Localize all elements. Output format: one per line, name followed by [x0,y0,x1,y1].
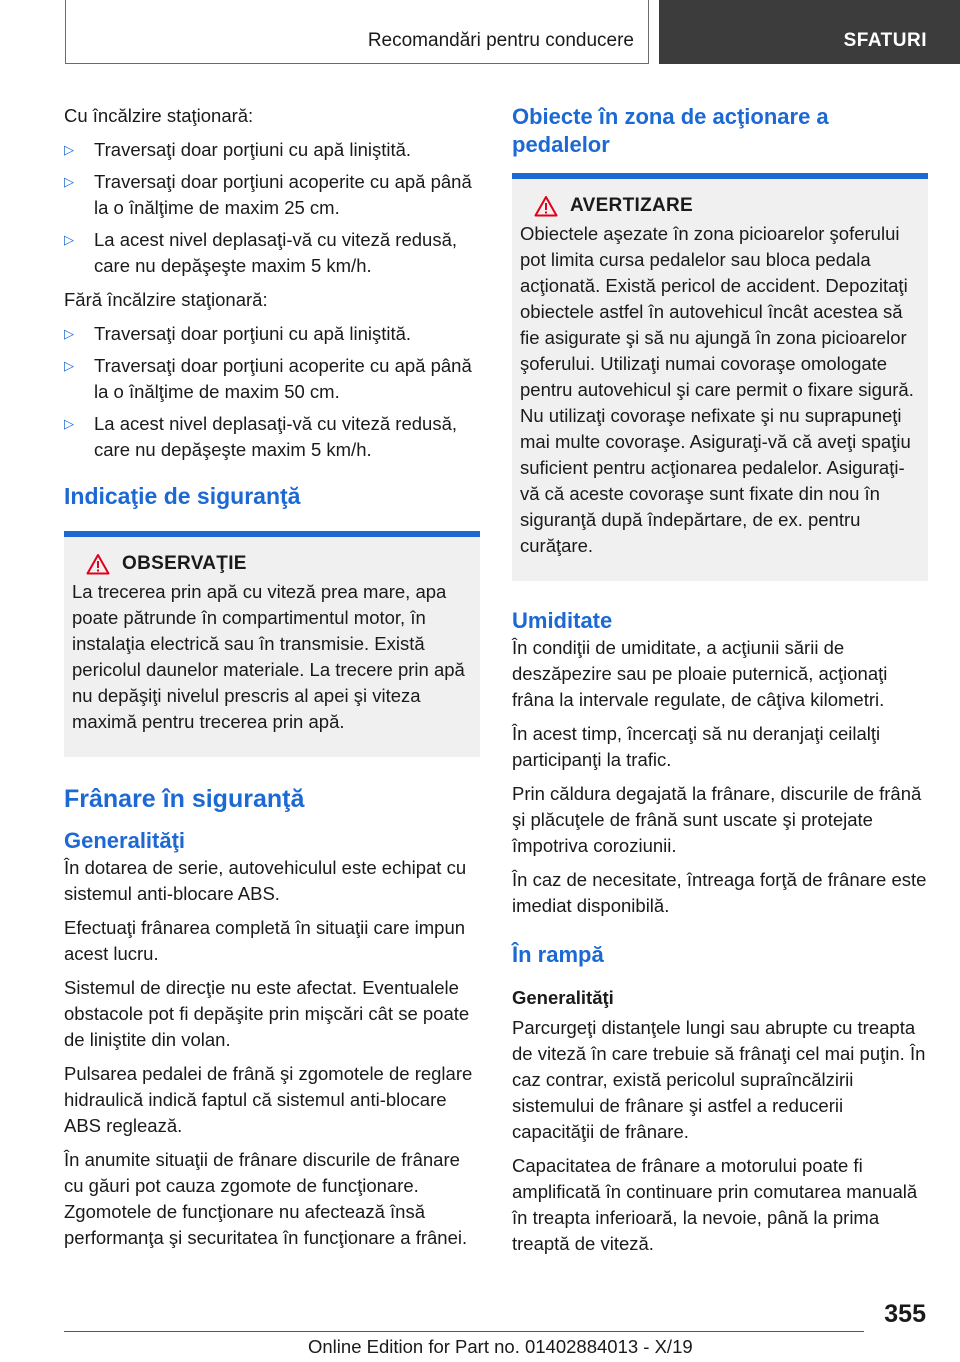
warning-triangle-icon [86,553,110,575]
list-item: ▷ Traversaţi doar porţiuni cu apă liniştită. [64,321,480,347]
paragraph: În condiţii de umiditate, a acţiunii sării de deszăpezire sau pe ploaie puternică, acţionaţi frâna la intervale regulate, de câţiva kilometri. [512,637,888,710]
paragraph: Prin căldura degajată la frânare, discurile de frână şi plăcuţele de frână sunt uscate şi protejate împotriva coroziunii. [512,783,922,856]
right-column [512,103,928,1265]
list-item: ▷ Traversaţi doar porţiuni acoperite cu apă până la o înălţime de maxim 25 cm. [64,171,472,218]
triangle-right-icon: ▷ [64,326,74,341]
paragraph: În anumite situaţii de frânare discurile de frânare cu găuri pot cauza zgomote de funcţionare. Zgomotele de funcţionare nu afectează însă performanţa şi securitatea în funcţionare a frânei. [64,1149,468,1248]
header-section-title: Recomandări pentru conducere [367,30,634,51]
paragraph: Efectuaţi frânarea completă în situaţii care impun acest lucru. [64,917,466,964]
list-item: ▷ Traversaţi doar porţiuni cu apă liniştită. [64,137,480,163]
warning-text: Obiectele aşezate în zona picioarelor şoferului pot limita cursa pedalelor sau bloca pedala acţionată. Există pericol de accident. Depozitaţi obiectele astfel în autovehicul încât acestea să fie asigurate şi să nu ajungă în zona picioarelor şoferului. Utilizaţi numai covoraşe omologate pentru autovehicul şi care permit o fixare sigură. Nu utilizaţi covoraşe nefixate şi nu suprapuneţi mai multe covoraşe. Asiguraţi-vă că aveţi spaţiu suficient pentru acţionarea pedalelor. Asiguraţi-vă că aceste covoraşe sunt fixate din nou în siguranţă după îndepărtare, de ex. pentru curăţare. [520,223,914,556]
header-chapter-tab [659,0,960,64]
triangle-right-icon: ▷ [64,358,74,373]
triangle-right-icon: ▷ [64,416,74,431]
noheat-list [64,321,480,463]
triangle-right-icon: ▷ [64,174,74,189]
footer-edition: Online Edition for Part no. 01402884013 - X/19 [308,1336,693,1357]
notice-header [86,553,472,575]
left-column [64,103,480,1259]
safety-heading: Indicaţie de siguranţă [64,483,301,509]
heat-list [64,137,480,279]
paragraph: În caz de necesitate, întreaga forţă de frânare este imediat disponibilă. [512,869,927,916]
paragraph: Sistemul de direcţie nu este afectat. Eventualele obstacole pot fi depăşite prin mişcări cât se poate de liniştite din volan. [64,977,470,1050]
page-number: 355 [884,1300,926,1328]
footer-rule [64,1331,864,1332]
notice-title: OBSERVAŢIE [122,553,247,574]
warning-box [512,179,928,581]
braking-heading: Frânare în siguranţă [64,785,305,813]
paragraph: Parcurgeţi distanţele lungi sau abrupte cu treapta de viteză în care trebuie să frânaţi cel mai puţin. În caz contrar, există pericolul supraîncălzirii sistemului de frânare şi astfel a reducerii capacităţii de frânare. [512,1017,926,1142]
paragraph: În dotarea de serie, autovehiculul este echipat cu sistemul anti-blocare ABS. [64,857,467,904]
list-item: ▷ La acest nivel deplasaţi-vă cu viteză redusă, care nu depăşeşte maxim 5 km/h. [64,413,458,460]
paragraph: Capacitatea de frânare a motorului poate fi amplificată în continuare prin comutarea manuală în treapta inferioară, la nevoie, până la prima treaptă de viteză. [512,1155,918,1254]
header-chapter-title: SFATURI [843,30,927,51]
triangle-right-icon: ▷ [64,142,74,157]
objects-heading: Obiecte în zona de acţionare a pedalelor [512,104,829,157]
paragraph: În acest timp, încercaţi să nu deranjaţi ceilalţi participanţi la trafic. [512,723,881,770]
notice-box [64,537,480,757]
header-section-tab [65,0,649,64]
triangle-right-icon: ▷ [64,232,74,247]
list-item: ▷ Traversaţi doar porţiuni acoperite cu apă până la o înălţime de maxim 50 cm. [64,355,472,402]
notice-text: La trecerea prin apă cu viteză prea mare, apa poate pătrunde în compartimentul motor, în instalaţia electrică sau în transmisie. Există pericolul daunelor materiale. La trecere prin apă nu depăşiţi nivelul prescris al apei şi viteza maximă pentru trecerea prin apă. [72,581,465,732]
ramp-heading: În rampă [512,942,604,967]
humidity-heading: Umiditate [512,608,613,633]
warning-title: AVERTIZARE [570,195,693,216]
paragraph: Pulsarea pedalei de frână şi zgomotele de reglare hidraulică indică faptul că sistemul anti-blocare ABS reglează. [64,1063,473,1136]
list-item: ▷ La acest nivel deplasaţi-vă cu viteză redusă, care nu depăşeşte maxim 5 km/h. [64,229,458,276]
heat-label: Cu încălzire staţionară: [64,105,254,126]
noheat-label: Fără încălzire staţionară: [64,289,268,310]
ramp-subheading: Generalităţi [512,987,614,1008]
warning-triangle-icon [534,195,558,217]
warning-header [534,195,920,217]
general-heading: Generalităţi [64,828,186,853]
